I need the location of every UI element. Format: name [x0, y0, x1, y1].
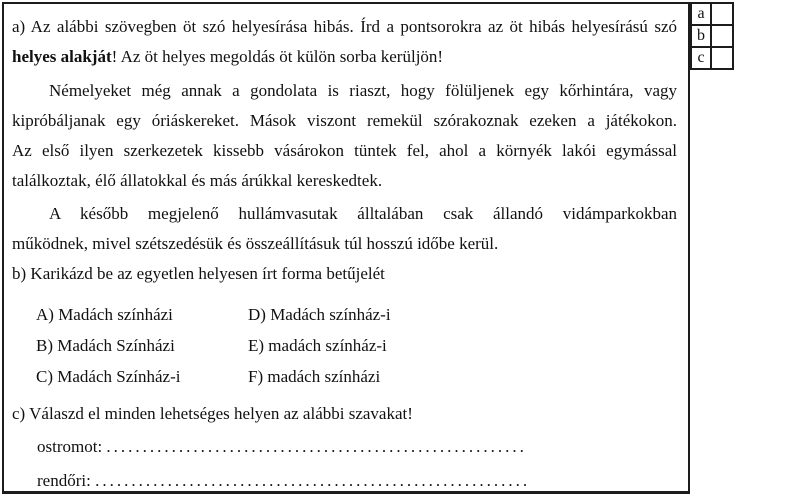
score-row-c [691, 47, 733, 69]
score-value-c[interactable] [711, 47, 733, 69]
score-value-b[interactable] [711, 25, 733, 47]
answer-row-ostromot [37, 432, 677, 462]
paragraph-2-line-2: működnek, mivel szétszedésük és összeállításuk túl hosszú időbe kerül. [12, 234, 499, 253]
option-row-1 [36, 299, 677, 330]
paragraph-2 [12, 199, 677, 259]
option-e[interactable]: E) madách színház-i [248, 336, 387, 355]
answer-line-rendori[interactable]: ............................................................ [95, 471, 531, 490]
paragraph-1-line-3: Az első ilyen szerkezetek kissebb vásárokon tüntek fel, ahol a környék lakói egymással [12, 141, 677, 160]
score-label-a: a [691, 3, 711, 25]
option-a[interactable]: A) Madách színházi [36, 305, 173, 324]
paragraph-1 [12, 76, 677, 196]
option-d[interactable]: D) Madách színház-i [248, 305, 391, 324]
task-a-line-2 [12, 42, 677, 72]
option-c[interactable]: C) Madách Színház-i [36, 367, 181, 386]
answer-row-rendori [37, 466, 677, 494]
paragraph-2-line-1: A később megjelenő hullámvasutak álltalában csak állandó vidámparkokban [49, 204, 677, 223]
task-b-options [36, 299, 677, 392]
answer-word-ostromot: ostromot: [37, 437, 103, 456]
score-row-b [691, 25, 733, 47]
score-label-c: c [691, 47, 711, 69]
option-row-3 [36, 361, 677, 392]
score-value-a[interactable] [711, 3, 733, 25]
task-c-prompt: c) Válaszd el minden lehetséges helyen az alábbi szavakat! [12, 404, 413, 423]
worksheet-box [2, 2, 690, 494]
paragraph-1-line-1: Némelyeket még annak a gondolata is riaszt, hogy fölüljenek egy kőrhintára, vagy [49, 81, 677, 100]
option-row-2 [36, 330, 677, 361]
score-row-a [691, 3, 733, 25]
score-table [690, 2, 734, 70]
task-a-line-2-rest: ! Az öt helyes megoldás öt külön sorba kerüljön! [111, 47, 444, 66]
paragraph-1-line-2: kipróbáljanak egy óriáskereket. Mások viszont remekül szórakoznak ezeken a játékokon. [12, 111, 677, 130]
option-b[interactable]: B) Madách Színházi [36, 336, 175, 355]
task-a-bold-phrase: helyes alakját [12, 47, 112, 66]
score-label-b: b [691, 25, 711, 47]
option-f[interactable]: F) madách színházi [248, 367, 381, 386]
task-a-line-1: a) Az alábbi szövegben öt szó helyesírása hibás. Írd a pontsorokra az öt hibás helyesírású szó [12, 17, 677, 36]
answer-line-ostromot[interactable]: .......................................................... [106, 437, 527, 456]
paragraph-1-line-4: találkoztak, élő állatokkal és más árúkkal kereskedtek. [12, 171, 383, 190]
answer-word-rendori: rendőri: [37, 471, 91, 490]
task-b-prompt: b) Karikázd be az egyetlen helyesen írt forma betűjelét [12, 264, 385, 283]
